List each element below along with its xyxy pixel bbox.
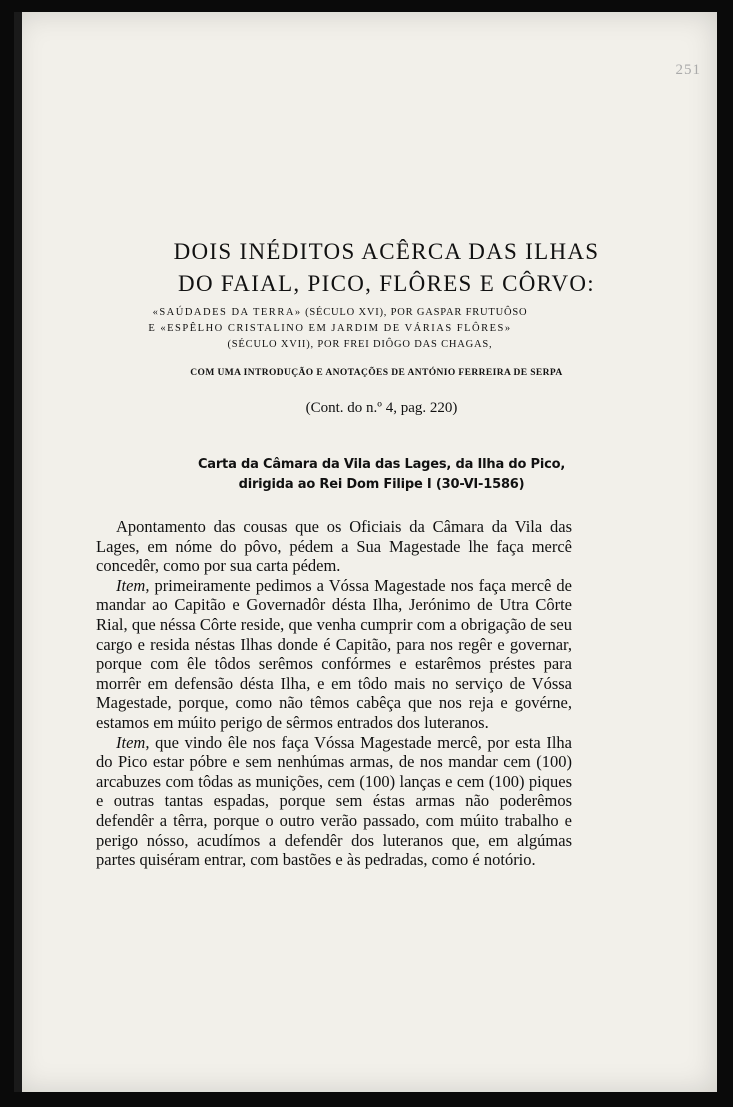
- subtitle-line-1-rest: (SÉCULO XVI), POR GASPAR FRUTUÔSO: [301, 307, 528, 318]
- letter-heading-line-2: dirigida ao Rei Dom Filipe I (30-VI-1586): [238, 477, 525, 492]
- subtitle: [90, 305, 590, 353]
- subtitle-work-title: «SAÚDADES DA TERRA»: [152, 307, 302, 318]
- subtitle-line-2: E «ESPÊLHO CRISTALINO EM JARDIM DE VÁRIAS FLÔRES»: [148, 323, 512, 334]
- letter-heading-line-1: Carta da Câmara da Vila das Lages, da Ilha do Pico,: [197, 457, 566, 472]
- scan-edge: [14, 12, 22, 1092]
- continuation-note: (Cont. do n.º 4, pag. 220): [305, 400, 458, 416]
- paragraph-3-text: que vindo êle nos faça Vóssa Magestade mercê, por esta Ilha do Pico estar póbre e sem nenhúmas armas, de nos mandar cem (100) arcabuzes com tôdas as munições, cem (100) lanças e cem (100) piques e outras tantas espadas, porque sem éstas armas não poderêmos defendêr a têrra, porque o outro verão passado, com múito trabalho e perigo nósso, acudímos a defendêr dos luteranos que, em algúmas partes quiséram entrar, com bastões e às pedradas, como é notório.: [96, 732, 572, 870]
- subtitle-line-3: (SÉCULO XVII), POR FREI DIÔGO DAS CHAGAS,: [227, 339, 493, 350]
- subtitle-line-1: [90, 305, 590, 321]
- letter-heading: [0, 455, 733, 495]
- page-number: 251: [675, 62, 701, 78]
- title-line-2: DO FAIAL, PICO, FLÔRES E CÔRVO:: [178, 271, 595, 296]
- letter-body: [96, 517, 572, 870]
- paragraph-3-item-label: Item,: [116, 732, 150, 752]
- paragraph-2: [96, 576, 572, 733]
- introduction-credit: COM UMA INTRODUÇÃO E ANOTAÇÕES DE ANTÓNIO FERREIRA DE SERPA: [190, 368, 563, 378]
- paragraph-1: Apontamento das cousas que os Oficiais da Câmara da Vila das Lages, em nóme do pôvo, pédem a Sua Magestade lhe faça mercê concedêr, como por sua carta pédem.: [96, 517, 572, 576]
- paragraph-2-item-label: Item,: [116, 575, 150, 595]
- paragraph-2-text: primeiramente pedimos a Vóssa Magestade nos faça mercê de mandar ao Capitão e Governadôr désta Ilha, Jerónimo de Utra Côrte Rial, que néssa Côrte reside, que venha cumprir com a obrigação de seu cargo e resida néstas Ilhas donde é Capitão, para nos regêr e governar, porque com êle tôdos serêmos confórmes e estarêmos préstes para morrêr em defensão désta Ilha, e em tôdo mais no serviço de Vóssa Magestade, porque, como não têmos cabêça que nos reja e govérne, estamos em múito perigo de sêrmos entrados dos luteranos.: [96, 575, 572, 732]
- title-line-1: DOIS INÉDITOS ACÊRCA DAS ILHAS: [173, 239, 600, 264]
- page-title: [0, 236, 733, 300]
- paragraph-3: [96, 733, 572, 870]
